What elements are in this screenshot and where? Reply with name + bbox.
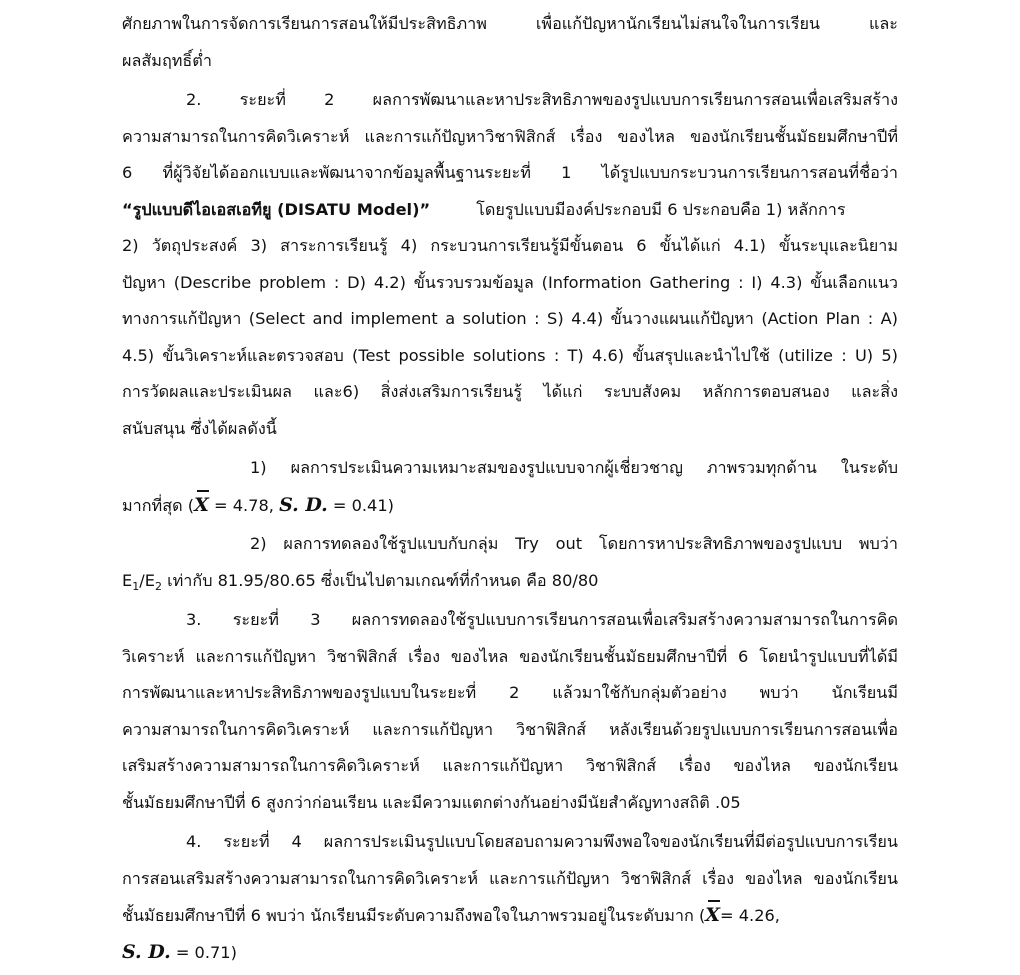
section-3-line-3: การพัฒนาและหาประสิทธิภาพของรูปแบบในระยะที่ 2 แล้วมาใช้กับกลุ่มตัวอย่าง พบว่า นักเรียนมี	[122, 683, 898, 702]
item-2-line-2	[122, 563, 898, 600]
model-components: โดยรูปแบบมีองค์ประกอบมี 6 ประกอบคือ 1) หลักการ	[476, 199, 846, 219]
intro-line-2: ผลสัมฤทธิ์ต่ำ	[122, 50, 212, 70]
sd-symbol: S. D.	[279, 493, 328, 516]
section-4-line-3-text: ชั้นมัธยมศึกษาปีที่ 6 พบว่า นักเรียนมีระดับความถึงพอใจในภาพรวมอยู่ในระดับมาก (	[122, 906, 706, 925]
section-2-line-7: ทางการแก้ปัญหา (Select and implement a solution : S) 4.4) ขั้นวางแผนแก้ปัญหา (Action Plan : A)	[122, 309, 898, 328]
section-2-line-2: ความสามารถในการคิดวิเคราะห์ และการแก้ปัญหาวิชาฟิสิกส์ เรื่อง ของไหล ของนักเรียนชั้นมัธยมศึกษาปีที่	[122, 126, 898, 146]
item-1-line-2	[122, 487, 898, 524]
section-2-heading: 2. ระยะที่ 2 ผลการพัฒนาและหาประสิทธิภาพของรูปแบบการเรียนการสอนเพื่อเสริมสร้าง	[186, 90, 898, 109]
e1-symbol: E	[122, 570, 133, 590]
section-4-line-3	[122, 897, 898, 934]
section-2-line-3: 6 ที่ผู้วิจัยได้ออกแบบและพัฒนาจากข้อมูลพื้นฐานระยะที่ 1 ได้รูปแบบกระบวนการเรียนการสอนที่ชื่อว่า	[122, 163, 898, 182]
section-4-mean: = 4.26,	[720, 906, 780, 925]
section-3-line-2: วิเคราะห์ และการแก้ปัญหา วิชาฟิสิกส์ เรื่อง ของไหล ของนักเรียนชั้นมัธยมศึกษาปีที่ 6 โดยนำรูปแบบที่ได้มี	[122, 646, 898, 666]
item-1-mean: = 4.78,	[214, 495, 274, 515]
item-1-prefix: มากที่สุด (	[122, 495, 195, 515]
section-4-line-4	[122, 934, 898, 971]
e1-subscript: 1	[132, 579, 140, 593]
sd-symbol: S. D.	[122, 940, 171, 963]
e2-subscript: 2	[154, 579, 162, 593]
section-4-heading: 4. ระยะที่ 4 ผลการประเมินรูปแบบโดยสอบถามความพึงพอใจของนักเรียนที่มีต่อรูปแบบการเรียน	[186, 832, 898, 851]
mean-symbol: X	[194, 487, 209, 524]
section-2-line-4	[122, 192, 898, 229]
section-4-sd: = 0.71)	[175, 942, 237, 962]
item-2-line-1: 2) ผลการทดลองใช้รูปแบบกับกลุ่ม Try out โดยการหาประสิทธิภาพของรูปแบบ พบว่า	[250, 534, 898, 553]
model-name: “รูปแบบดีไอเอสเอทียู (DISATU Model)”	[122, 199, 431, 219]
section-3-line-6: ชั้นมัธยมศึกษาปีที่ 6 สูงกว่าก่อนเรียน และมีความแตกต่างกันอย่างมีนัยสำคัญทางสถิติ .05	[122, 792, 741, 812]
section-3-line-4: ความสามารถในการคิดวิเคราะห์ และการแก้ปัญหา วิชาฟิสิกส์ หลังเรียนด้วยรูปแบบการเรียนการสอนเพื่อ	[122, 719, 898, 739]
intro-line-1: ศักยภาพในการจัดการเรียนการสอนให้มีประสิทธิภาพ เพื่อแก้ปัญหานักเรียนไม่สนใจในการเรียน และ	[122, 14, 898, 33]
section-2-line-8: 4.5) ขั้นวิเคราะห์และตรวจสอบ (Test possible solutions : T) 4.6) ขั้นสรุปและนำไปใช้ (utilize : U) 5)	[122, 345, 898, 365]
section-3-heading: 3. ระยะที่ 3 ผลการทดลองใช้รูปแบบการเรียนการสอนเพื่อเสริมสร้างความสามารถในการคิด	[186, 610, 898, 629]
item-2-result: เท่ากับ 81.95/80.65 ซึ่งเป็นไปตามเกณฑ์ที่กำหนด คือ 80/80	[167, 570, 599, 590]
section-3-line-5: เสริมสร้างความสามารถในการคิดวิเคราะห์ และการแก้ปัญหา วิชาฟิสิกส์ เรื่อง ของไหล ของนักเรียน	[122, 756, 898, 775]
section-4-line-2: การสอนเสริมสร้างความสามารถในการคิดวิเคราะห์ และการแก้ปัญหา วิชาฟิสิกส์ เรื่อง ของไหล ของนักเรียน	[122, 868, 898, 888]
document-page	[122, 6, 898, 970]
item-1-line-1: 1) ผลการประเมินความเหมาะสมของรูปแบบจากผู้เชี่ยวชาญ ภาพรวมทุกด้าน ในระดับ	[250, 458, 898, 477]
mean-symbol: X	[705, 897, 720, 934]
ratio-slash: /	[139, 570, 145, 590]
section-2-line-5: 2) วัตถุประสงค์ 3) สาระการเรียนรู้ 4) กระบวนการเรียนรู้มีขั้นตอน 6 ขั้นได้แก่ 4.1) ขั้นระบุและนิยาม	[122, 236, 898, 255]
e2-symbol: E	[144, 570, 155, 590]
section-2-line-9: การวัดผลและประเมินผล และ6) สิ่งส่งเสริมการเรียนรู้ ได้แก่ ระบบสังคม หลักการตอบสนอง และสิ่ง	[122, 382, 898, 401]
section-2-line-6: ปัญหา (Describe problem : D) 4.2) ขั้นรวบรวมข้อมูล (Information Gathering : I) 4.3) ขั้นเลือกแนว	[122, 272, 898, 292]
item-1-sd: = 0.41)	[332, 495, 394, 515]
section-2-line-10: สนับสนุน ซึ่งได้ผลดังนี้	[122, 418, 277, 438]
